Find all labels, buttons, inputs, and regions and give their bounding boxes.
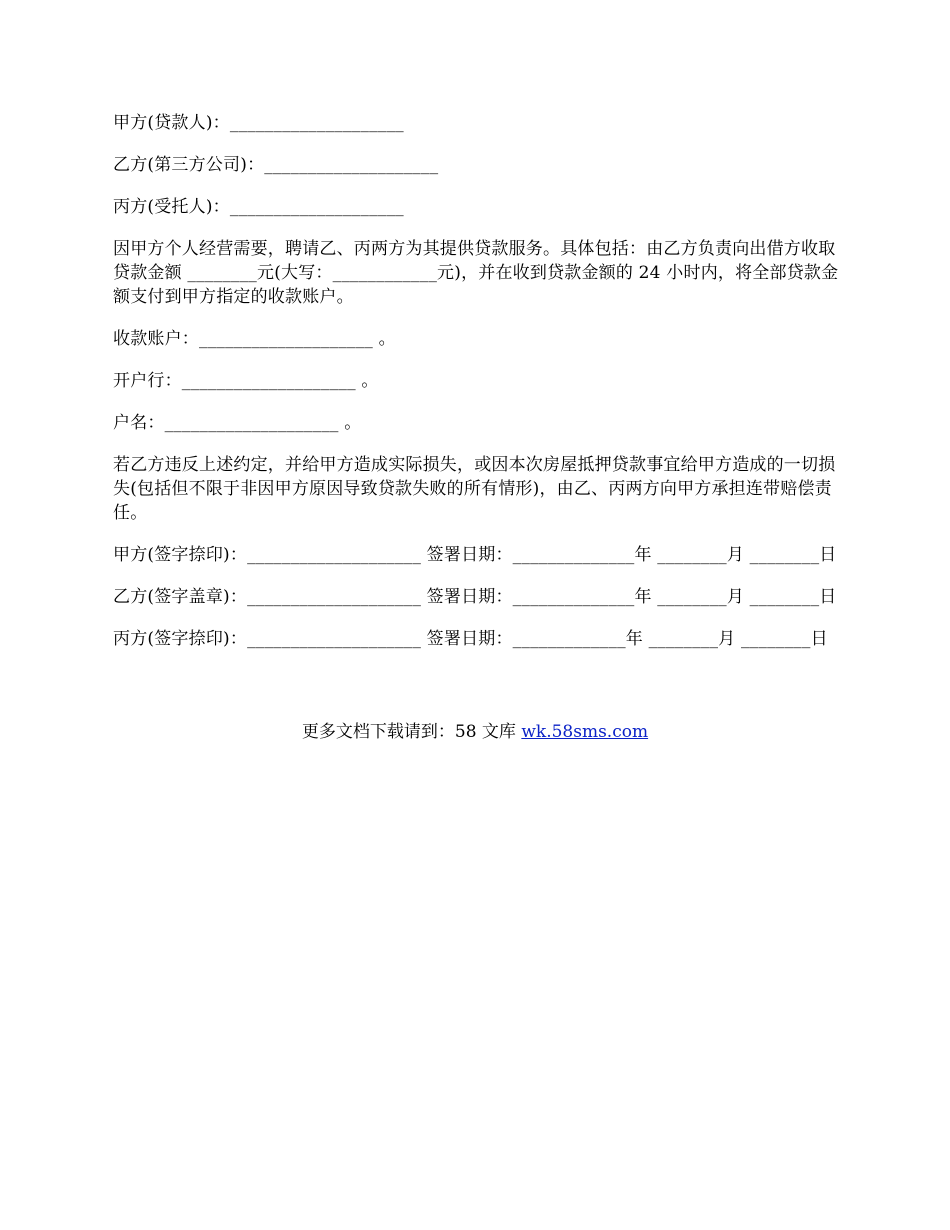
- account-name-line: 户名：____________________ 。: [113, 413, 362, 433]
- party-a-signature-line: 甲方(签字捺印)：____________________ 签署日期：______________年 ________月 ________日: [113, 545, 837, 565]
- party-b-signature-line: 乙方(签字盖章)：____________________ 签署日期：______________年 ________月 ________日: [113, 587, 837, 607]
- receiving-account-line: 收款账户：____________________ 。: [113, 329, 396, 349]
- party-b-line: 乙方(第三方公司)：____________________: [113, 155, 439, 175]
- footer-link[interactable]: wk.58sms.com: [521, 722, 649, 742]
- party-a-line: 甲方(贷款人)：____________________: [113, 113, 404, 133]
- liability-paragraph: 若乙方违反上述约定，并给甲方造成实际损失，或因本次房屋抵押贷款事宜给甲方造成的一切损失(包括但不限于非因甲方原因导致贷款失败的所有情形)，由乙、丙两方向甲方承担连带赔偿责任。: [113, 455, 836, 523]
- service-description-paragraph: 因甲方个人经营需要，聘请乙、丙两方为其提供贷款服务。具体包括：由乙方负责向出借方收取贷款金额 ________元(大写：____________元)，并在收到贷款金额的 24 小时内，将全部贷款金额支付到甲方指定的收款账户。: [113, 239, 839, 307]
- document-body: [113, 111, 843, 669]
- bank-line: 开户行：____________________ 。: [113, 371, 379, 391]
- party-c-line: 丙方(受托人)：____________________: [113, 197, 404, 217]
- download-footer: [0, 720, 950, 744]
- party-c-signature-line: 丙方(签字捺印)：____________________ 签署日期：_____________年 ________月 ________日: [113, 629, 828, 649]
- footer-text: 更多文档下载请到：58 文库: [301, 722, 522, 742]
